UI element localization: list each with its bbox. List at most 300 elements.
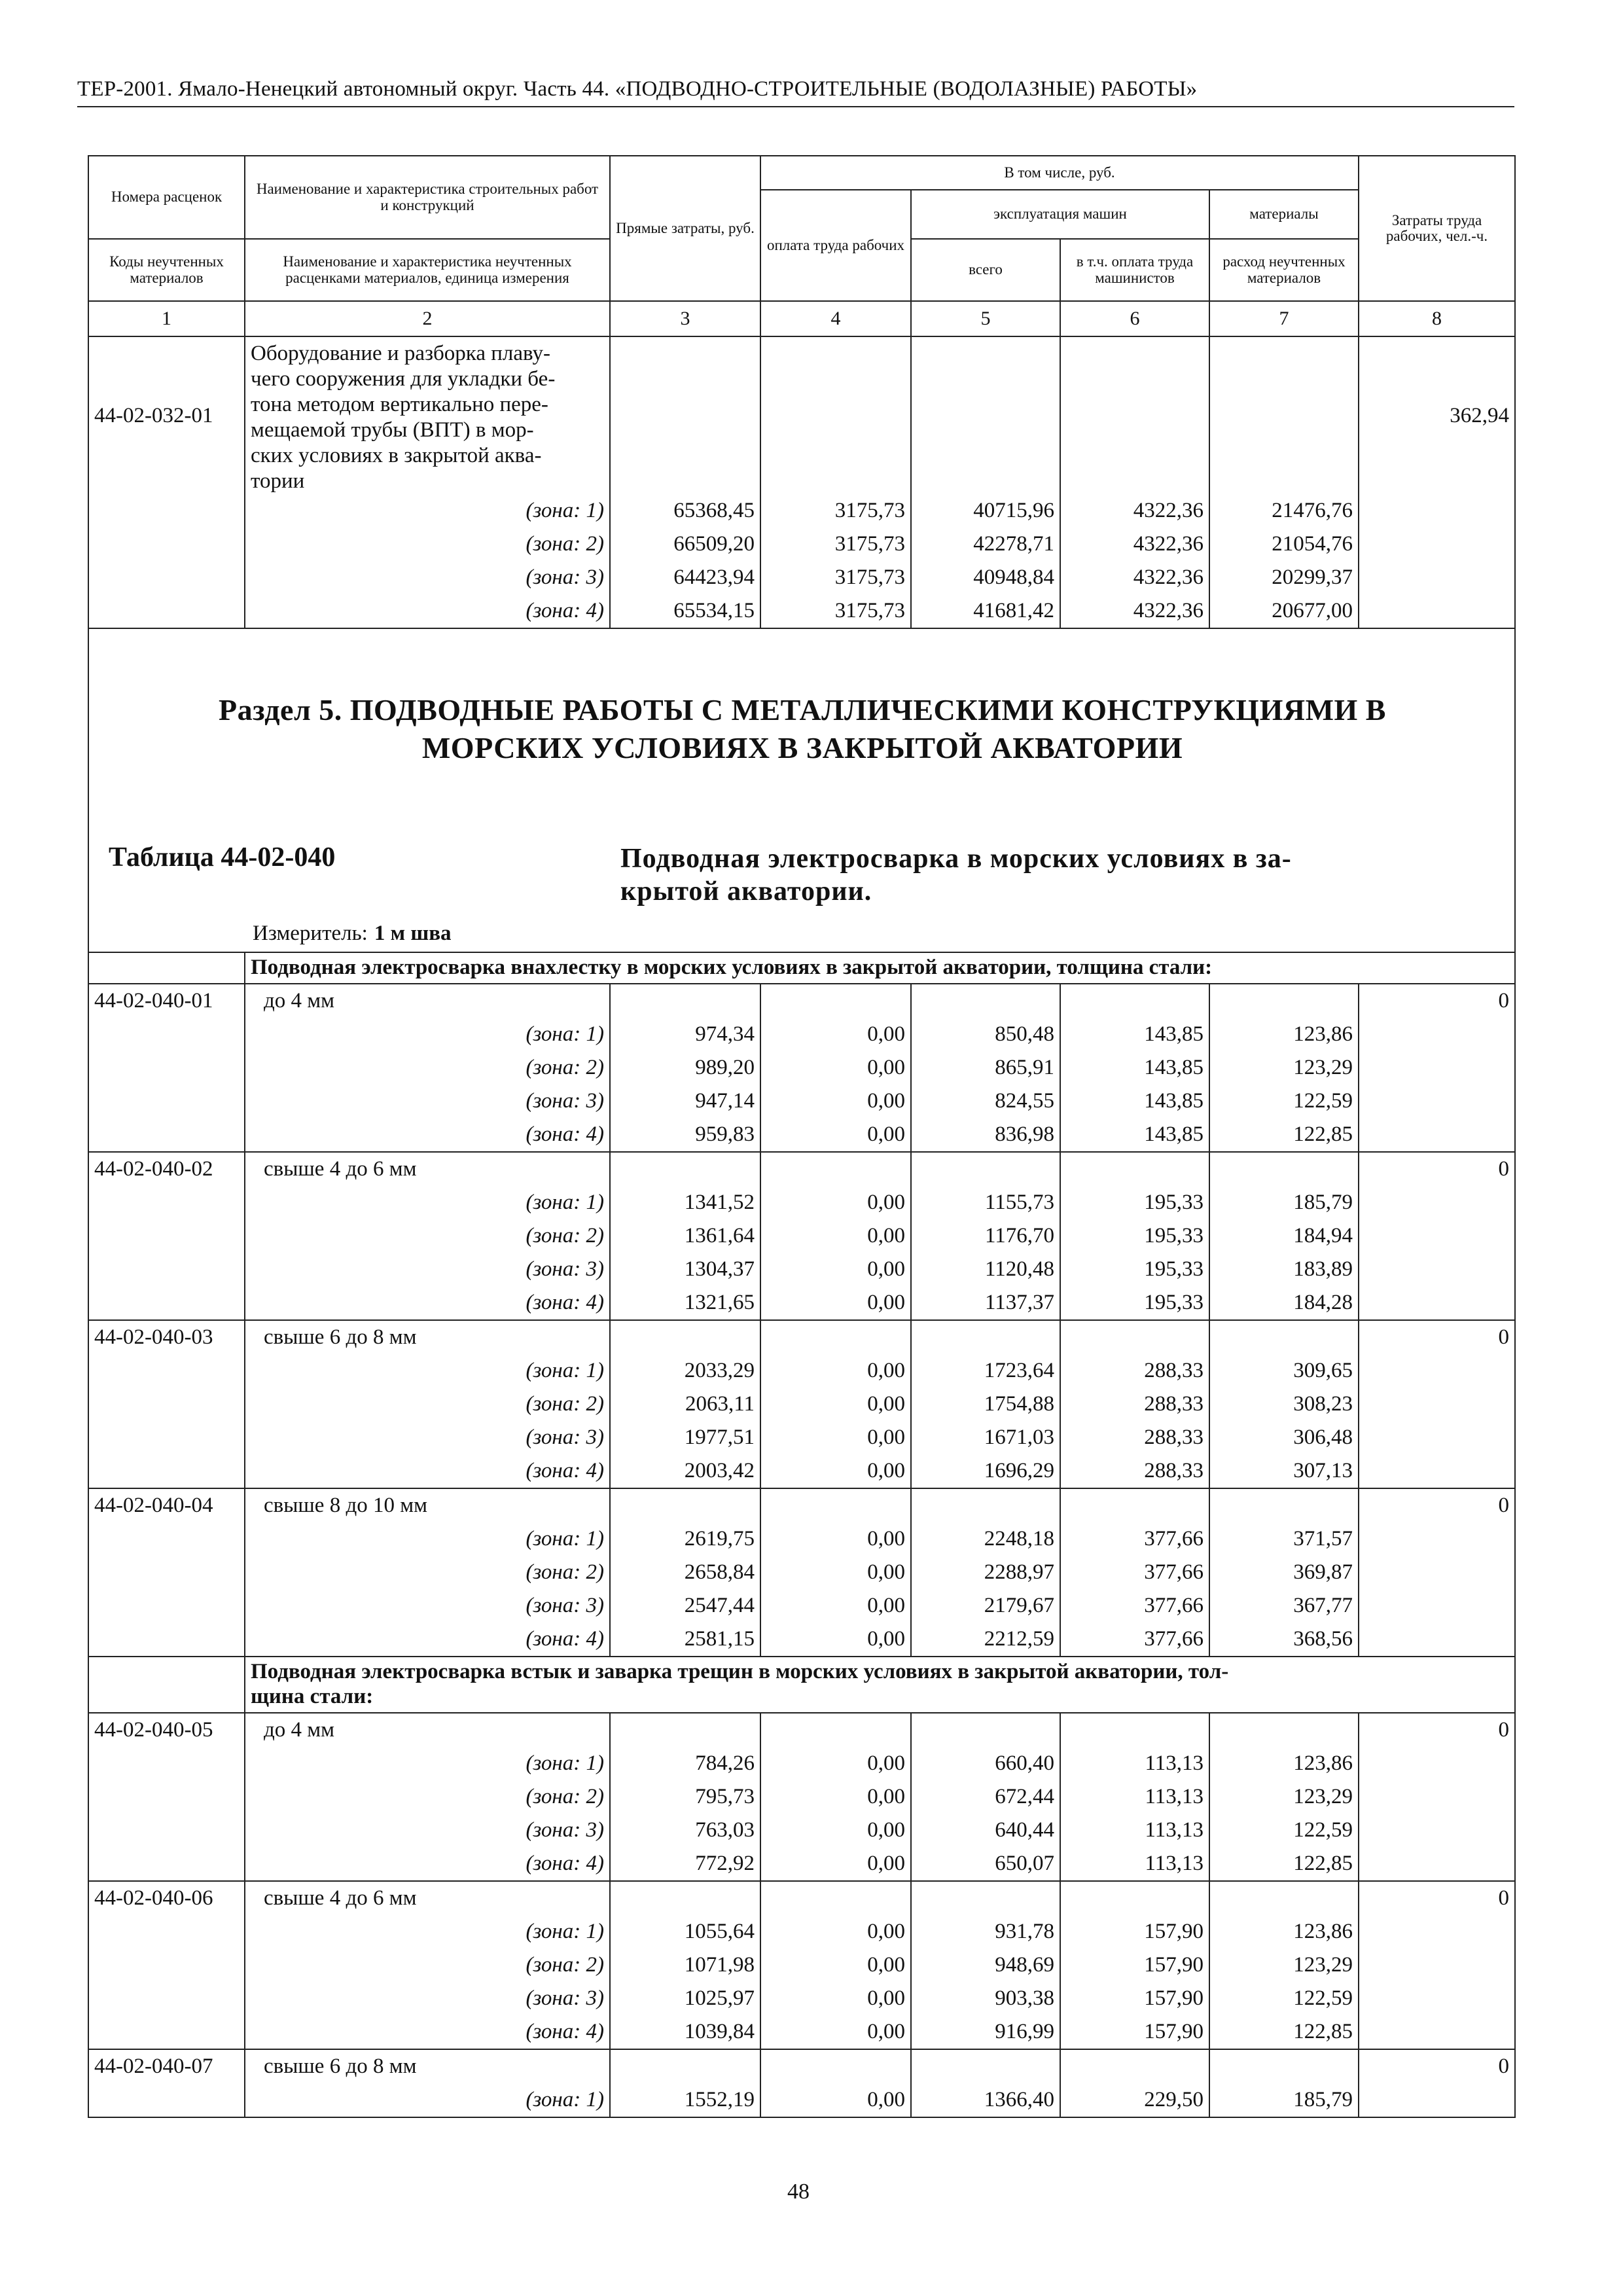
empty-cell [1060, 1881, 1209, 1915]
empty-cell [88, 1186, 245, 1219]
empty-cell [88, 1814, 245, 1847]
value-cell: 308,23 [1209, 1388, 1359, 1421]
value-cell: 1055,64 [610, 1915, 760, 1948]
col-number: 7 [1209, 301, 1359, 336]
empty-cell [88, 2015, 245, 2049]
empty-cell [88, 1556, 245, 1589]
value-cell: 122,59 [1209, 1814, 1359, 1847]
value-cell: 21476,76 [1209, 494, 1359, 528]
value-cell: 2003,42 [610, 1454, 760, 1488]
value-cell: 0,00 [760, 1780, 911, 1814]
value-cell: 0,00 [760, 1051, 911, 1085]
zone-row [88, 528, 1515, 561]
empty-cell [1359, 1186, 1515, 1219]
col-header-rate-number: Номера расценок [88, 156, 245, 239]
table-name-line: крытой акватории. [620, 876, 872, 907]
zone-row [88, 1354, 1515, 1388]
value-cell: 377,66 [1060, 1522, 1209, 1556]
value-cell: 0,00 [760, 1982, 911, 2015]
zone-label: (зона: 3) [245, 1085, 610, 1118]
value-cell: 2658,84 [610, 1556, 760, 1589]
value-cell: 157,90 [1060, 1982, 1209, 2015]
empty-cell [88, 1522, 245, 1556]
labor-cost: 0 [1359, 1320, 1515, 1354]
value-cell: 42278,71 [911, 528, 1060, 561]
item-name: свыше 4 до 6 мм [245, 1881, 610, 1915]
header-rule [77, 106, 1514, 107]
value-cell: 865,91 [911, 1051, 1060, 1085]
zone-label: (зона: 2) [245, 1948, 610, 1982]
zone-row [88, 1522, 1515, 1556]
value-cell: 672,44 [911, 1780, 1060, 1814]
zone-label: (зона: 2) [245, 1388, 610, 1421]
empty-cell [1060, 1152, 1209, 1186]
value-cell: 0,00 [760, 1085, 911, 1118]
value-cell: 0,00 [760, 1186, 911, 1219]
empty-cell [1359, 1051, 1515, 1085]
value-cell: 836,98 [911, 1118, 1060, 1152]
value-cell: 122,59 [1209, 1982, 1359, 2015]
value-cell: 184,94 [1209, 1219, 1359, 1253]
group-subtitle-line: Подводная электросварка внахлестку в морских условиях в закрытой акватории, толщина стали: [251, 956, 1213, 979]
empty-cell [760, 1152, 911, 1186]
value-cell: 21054,76 [1209, 528, 1359, 561]
col-number: 8 [1359, 301, 1515, 336]
value-cell: 916,99 [911, 2015, 1060, 2049]
value-cell: 795,73 [610, 1780, 760, 1814]
zone-row [88, 1623, 1515, 1657]
group-subtitle-line: щина стали: [251, 1684, 374, 1708]
empty-cell [1209, 1152, 1359, 1186]
value-cell: 0,00 [760, 1388, 911, 1421]
zone-label: (зона: 1) [245, 1186, 610, 1219]
value-cell: 1155,73 [911, 1186, 1060, 1219]
labor-cost: 0 [1359, 1152, 1515, 1186]
group-subtitle-line: Подводная электросварка встык и заварка трещин в морских условиях в закрытой акватории, тол- [251, 1659, 1229, 1683]
table-name-line: Подводная электросварка в морских условиях в за- [620, 844, 1292, 874]
value-cell: 195,33 [1060, 1186, 1209, 1219]
empty-cell [911, 1320, 1060, 1354]
value-cell: 143,85 [1060, 1085, 1209, 1118]
empty-cell [1209, 1488, 1359, 1522]
value-cell: 1120,48 [911, 1253, 1060, 1286]
empty-cell [88, 1780, 245, 1814]
item-row [88, 1488, 1515, 1522]
item-row [88, 1713, 1515, 1747]
zone-label: (зона: 4) [245, 594, 610, 628]
value-cell: 123,29 [1209, 1948, 1359, 1982]
rate-code: 44-02-032-01 [88, 336, 245, 494]
zone-row [88, 1847, 1515, 1881]
empty-cell [1359, 1814, 1515, 1847]
col-header-group: В том числе, руб. [760, 156, 1359, 190]
empty-cell [1359, 1354, 1515, 1388]
group-subtitle [245, 952, 1515, 984]
empty-cell [760, 336, 911, 494]
value-cell: 850,48 [911, 1018, 1060, 1051]
empty-cell [1359, 1623, 1515, 1657]
empty-cell [1060, 984, 1209, 1018]
item-row [88, 984, 1515, 1018]
zone-row [88, 2083, 1515, 2117]
group-subtitle [245, 1657, 1515, 1713]
empty-cell [88, 1253, 245, 1286]
zone-row [88, 1556, 1515, 1589]
empty-cell [610, 1488, 760, 1522]
item-name: свыше 6 до 8 мм [245, 2049, 610, 2083]
item-row [88, 1881, 1515, 1915]
zone-label: (зона: 1) [245, 1915, 610, 1948]
rate-code: 44-02-040-01 [88, 984, 245, 1018]
value-cell: 4322,36 [1060, 561, 1209, 594]
value-cell: 1977,51 [610, 1421, 760, 1454]
col-number: 5 [911, 301, 1060, 336]
value-cell: 959,83 [610, 1118, 760, 1152]
value-cell: 772,92 [610, 1847, 760, 1881]
item-name: свыше 4 до 6 мм [245, 1152, 610, 1186]
value-cell: 157,90 [1060, 1948, 1209, 1982]
value-cell: 306,48 [1209, 1421, 1359, 1454]
value-cell: 185,79 [1209, 2083, 1359, 2117]
value-cell: 2288,97 [911, 1556, 1060, 1589]
value-cell: 2212,59 [911, 1623, 1060, 1657]
value-cell: 1321,65 [610, 1286, 760, 1320]
empty-cell [1359, 1085, 1515, 1118]
value-cell: 0,00 [760, 1847, 911, 1881]
value-cell: 1341,52 [610, 1186, 760, 1219]
value-cell: 0,00 [760, 1253, 911, 1286]
zone-row [88, 1747, 1515, 1780]
value-cell: 1361,64 [610, 1219, 760, 1253]
value-cell: 660,40 [911, 1747, 1060, 1780]
value-cell: 2063,11 [610, 1388, 760, 1421]
zone-label: (зона: 2) [245, 1219, 610, 1253]
value-cell: 122,85 [1209, 1118, 1359, 1152]
item-name: до 4 мм [245, 984, 610, 1018]
col-number: 3 [610, 301, 760, 336]
value-cell: 3175,73 [760, 594, 911, 628]
value-cell: 123,29 [1209, 1780, 1359, 1814]
empty-cell [1359, 1948, 1515, 1982]
empty-cell [610, 2049, 760, 2083]
value-cell: 183,89 [1209, 1253, 1359, 1286]
zone-row [88, 1948, 1515, 1982]
value-cell: 1176,70 [911, 1219, 1060, 1253]
value-cell: 184,28 [1209, 1286, 1359, 1320]
value-cell: 143,85 [1060, 1118, 1209, 1152]
zone-label: (зона: 4) [245, 1286, 610, 1320]
col-header-machines-total: всего [911, 239, 1060, 301]
value-cell: 1039,84 [610, 2015, 760, 2049]
zone-label: (зона: 2) [245, 1556, 610, 1589]
table-name [620, 842, 1292, 908]
value-cell: 1552,19 [610, 2083, 760, 2117]
zone-row [88, 1780, 1515, 1814]
empty-cell [1209, 2049, 1359, 2083]
labor-cost: 362,94 [1359, 336, 1515, 494]
labor-cost: 0 [1359, 1881, 1515, 1915]
item-row [88, 2049, 1515, 2083]
col-header-unaccounted-names: Наименование и характеристика неучтенных расценками материалов, единица измерения [245, 239, 610, 301]
value-cell: 0,00 [760, 1219, 911, 1253]
value-cell: 0,00 [760, 1747, 911, 1780]
value-cell: 143,85 [1060, 1018, 1209, 1051]
empty-cell [911, 1713, 1060, 1747]
value-cell: 157,90 [1060, 1915, 1209, 1948]
zone-row [88, 1085, 1515, 1118]
zone-label: (зона: 2) [245, 528, 610, 561]
zone-row [88, 1589, 1515, 1623]
value-cell: 288,33 [1060, 1388, 1209, 1421]
empty-cell [760, 1881, 911, 1915]
empty-cell [610, 1320, 760, 1354]
value-cell: 307,13 [1209, 1454, 1359, 1488]
value-cell: 377,66 [1060, 1556, 1209, 1589]
empty-cell [610, 1713, 760, 1747]
col-header-unaccounted-materials: расход неучтенных материалов [1209, 239, 1359, 301]
value-cell: 122,85 [1209, 2015, 1359, 2049]
value-cell: 113,13 [1060, 1780, 1209, 1814]
section-header [88, 628, 1515, 952]
zone-label: (зона: 2) [245, 1051, 610, 1085]
col-header-direct-costs: Прямые затраты, руб. [610, 156, 760, 301]
empty-cell [88, 1421, 245, 1454]
zone-row [88, 1915, 1515, 1948]
value-cell: 1366,40 [911, 2083, 1060, 2117]
value-cell: 0,00 [760, 2083, 911, 2117]
description-line: чего сооружения для укладки бе- [251, 367, 556, 391]
value-cell: 4322,36 [1060, 528, 1209, 561]
value-cell: 4322,36 [1060, 494, 1209, 528]
empty-cell [88, 1982, 245, 2015]
empty-cell [1209, 1881, 1359, 1915]
work-description [245, 336, 610, 494]
empty-cell [1359, 1522, 1515, 1556]
empty-cell [1359, 1982, 1515, 2015]
value-cell: 123,86 [1209, 1747, 1359, 1780]
zone-label: (зона: 1) [245, 2083, 610, 2117]
value-cell: 195,33 [1060, 1286, 1209, 1320]
empty-cell [88, 1118, 245, 1152]
value-cell: 113,13 [1060, 1747, 1209, 1780]
empty-cell [1359, 1915, 1515, 1948]
empty-cell [88, 1286, 245, 1320]
empty-cell [1209, 984, 1359, 1018]
value-cell: 1723,64 [911, 1354, 1060, 1388]
value-cell: 288,33 [1060, 1354, 1209, 1388]
section-title-line: Раздел 5. ПОДВОДНЫЕ РАБОТЫ С МЕТАЛЛИЧЕСКИМИ КОНСТРУКЦИЯМИ В [219, 693, 1386, 726]
rate-code: 44-02-040-04 [88, 1488, 245, 1522]
zone-label: (зона: 3) [245, 1982, 610, 2015]
empty-cell [1359, 1118, 1515, 1152]
zone-row [88, 1388, 1515, 1421]
zone-row [88, 1051, 1515, 1085]
empty-cell [1359, 561, 1515, 594]
empty-cell [88, 1747, 245, 1780]
value-cell: 903,38 [911, 1982, 1060, 2015]
value-cell: 0,00 [760, 1556, 911, 1589]
value-cell: 40948,84 [911, 561, 1060, 594]
zone-label: (зона: 3) [245, 561, 610, 594]
empty-cell [88, 594, 245, 628]
empty-cell [88, 1623, 245, 1657]
empty-cell [1359, 2083, 1515, 2117]
value-cell: 0,00 [760, 1421, 911, 1454]
value-cell: 1671,03 [911, 1421, 1060, 1454]
item-row [88, 1152, 1515, 1186]
group-header-row [88, 1657, 1515, 1713]
zone-label: (зона: 3) [245, 1253, 610, 1286]
empty-cell [760, 2049, 911, 2083]
description-line: Оборудование и разборка плаву- [251, 342, 550, 365]
value-cell: 113,13 [1060, 1814, 1209, 1847]
zone-label: (зона: 1) [245, 1522, 610, 1556]
value-cell: 0,00 [760, 1623, 911, 1657]
empty-cell [1359, 1556, 1515, 1589]
empty-cell [911, 2049, 1060, 2083]
zone-row [88, 1018, 1515, 1051]
col-header-wages: оплата труда рабочих [760, 190, 911, 301]
item-name: до 4 мм [245, 1713, 610, 1747]
value-cell: 123,29 [1209, 1051, 1359, 1085]
empty-cell [1359, 528, 1515, 561]
zone-row [88, 494, 1515, 528]
value-cell: 0,00 [760, 1915, 911, 1948]
value-cell: 2619,75 [610, 1522, 760, 1556]
col-header-labor: Затраты труда рабочих, чел.-ч. [1359, 156, 1515, 301]
empty-cell [88, 1915, 245, 1948]
value-cell: 64423,94 [610, 561, 760, 594]
measure-value: 1 м шва [374, 922, 452, 945]
description-line: тории [251, 469, 305, 493]
empty-cell [88, 1018, 245, 1051]
value-cell: 309,65 [1209, 1354, 1359, 1388]
zone-label: (зона: 2) [245, 1780, 610, 1814]
value-cell: 0,00 [760, 1589, 911, 1623]
empty-cell [1359, 1747, 1515, 1780]
zone-label: (зона: 3) [245, 1589, 610, 1623]
value-cell: 974,34 [610, 1018, 760, 1051]
col-number: 6 [1060, 301, 1209, 336]
empty-cell [911, 984, 1060, 1018]
value-cell: 123,86 [1209, 1018, 1359, 1051]
empty-cell [610, 336, 760, 494]
value-cell: 824,55 [911, 1085, 1060, 1118]
zone-label: (зона: 4) [245, 1118, 610, 1152]
zone-label: (зона: 1) [245, 1747, 610, 1780]
empty-cell [911, 1152, 1060, 1186]
value-cell: 0,00 [760, 1354, 911, 1388]
value-cell: 1754,88 [911, 1388, 1060, 1421]
value-cell: 2581,15 [610, 1623, 760, 1657]
empty-cell [1359, 1286, 1515, 1320]
zone-label: (зона: 4) [245, 1454, 610, 1488]
value-cell: 1137,37 [911, 1286, 1060, 1320]
zone-row [88, 1118, 1515, 1152]
value-cell: 2547,44 [610, 1589, 760, 1623]
empty-cell [1359, 1847, 1515, 1881]
empty-cell [1359, 1454, 1515, 1488]
value-cell: 369,87 [1209, 1556, 1359, 1589]
col-number: 4 [760, 301, 911, 336]
value-cell: 377,66 [1060, 1623, 1209, 1657]
value-cell: 143,85 [1060, 1051, 1209, 1085]
value-cell: 0,00 [760, 2015, 911, 2049]
empty-cell [88, 1657, 245, 1713]
group-header-row [88, 952, 1515, 984]
empty-cell [1359, 1780, 1515, 1814]
value-cell: 0,00 [760, 1814, 911, 1847]
empty-cell [1060, 1713, 1209, 1747]
rate-code: 44-02-040-07 [88, 2049, 245, 2083]
value-cell: 65368,45 [610, 494, 760, 528]
value-cell: 113,13 [1060, 1847, 1209, 1881]
col-number: 1 [88, 301, 245, 336]
table-number: Таблица 44-02-040 [109, 842, 336, 872]
value-cell: 0,00 [760, 1018, 911, 1051]
running-header: ТЕР-2001. Ямало-Ненецкий автономный округ. Часть 44. «ПОДВОДНО-СТРОИТЕЛЬНЫЕ (ВОДОЛАЗНЫЕ) РАБОТЫ» [77, 77, 1198, 101]
value-cell: 1071,98 [610, 1948, 760, 1982]
value-cell: 0,00 [760, 1454, 911, 1488]
item-row [88, 1320, 1515, 1354]
value-cell: 123,86 [1209, 1915, 1359, 1948]
labor-cost: 0 [1359, 2049, 1515, 2083]
empty-cell [88, 1589, 245, 1623]
value-cell: 195,33 [1060, 1253, 1209, 1286]
zone-label: (зона: 1) [245, 494, 610, 528]
empty-cell [88, 528, 245, 561]
value-cell: 195,33 [1060, 1219, 1209, 1253]
value-cell: 3175,73 [760, 561, 911, 594]
value-cell: 3175,73 [760, 528, 911, 561]
section-block [88, 628, 1515, 952]
value-cell: 0,00 [760, 1948, 911, 1982]
value-cell: 371,57 [1209, 1522, 1359, 1556]
value-cell: 640,44 [911, 1814, 1060, 1847]
zone-label: (зона: 3) [245, 1814, 610, 1847]
empty-cell [88, 494, 245, 528]
value-cell: 2248,18 [911, 1522, 1060, 1556]
rate-code: 44-02-040-03 [88, 1320, 245, 1354]
table-row [88, 336, 1515, 494]
description-line: ских условиях в закрытой аква- [251, 444, 542, 467]
empty-cell [610, 1881, 760, 1915]
value-cell: 650,07 [911, 1847, 1060, 1881]
empty-cell [88, 1388, 245, 1421]
value-cell: 4322,36 [1060, 594, 1209, 628]
value-cell: 1304,37 [610, 1253, 760, 1286]
col-header-work-name: Наименование и характеристика строительных работ и конструкций [245, 156, 610, 239]
value-cell: 20299,37 [1209, 561, 1359, 594]
value-cell: 947,14 [610, 1085, 760, 1118]
empty-cell [88, 1219, 245, 1253]
zone-label: (зона: 4) [245, 1847, 610, 1881]
value-cell: 1025,97 [610, 1982, 760, 2015]
value-cell: 122,85 [1209, 1847, 1359, 1881]
zone-row [88, 1286, 1515, 1320]
empty-cell [911, 1488, 1060, 1522]
zone-label: (зона: 4) [245, 2015, 610, 2049]
value-cell: 65534,15 [610, 594, 760, 628]
labor-cost: 0 [1359, 1488, 1515, 1522]
value-cell: 20677,00 [1209, 594, 1359, 628]
empty-cell [1359, 1219, 1515, 1253]
measure-unit [253, 922, 452, 946]
zone-row [88, 594, 1515, 628]
col-number: 2 [245, 301, 610, 336]
value-cell: 122,59 [1209, 1085, 1359, 1118]
value-cell: 157,90 [1060, 2015, 1209, 2049]
